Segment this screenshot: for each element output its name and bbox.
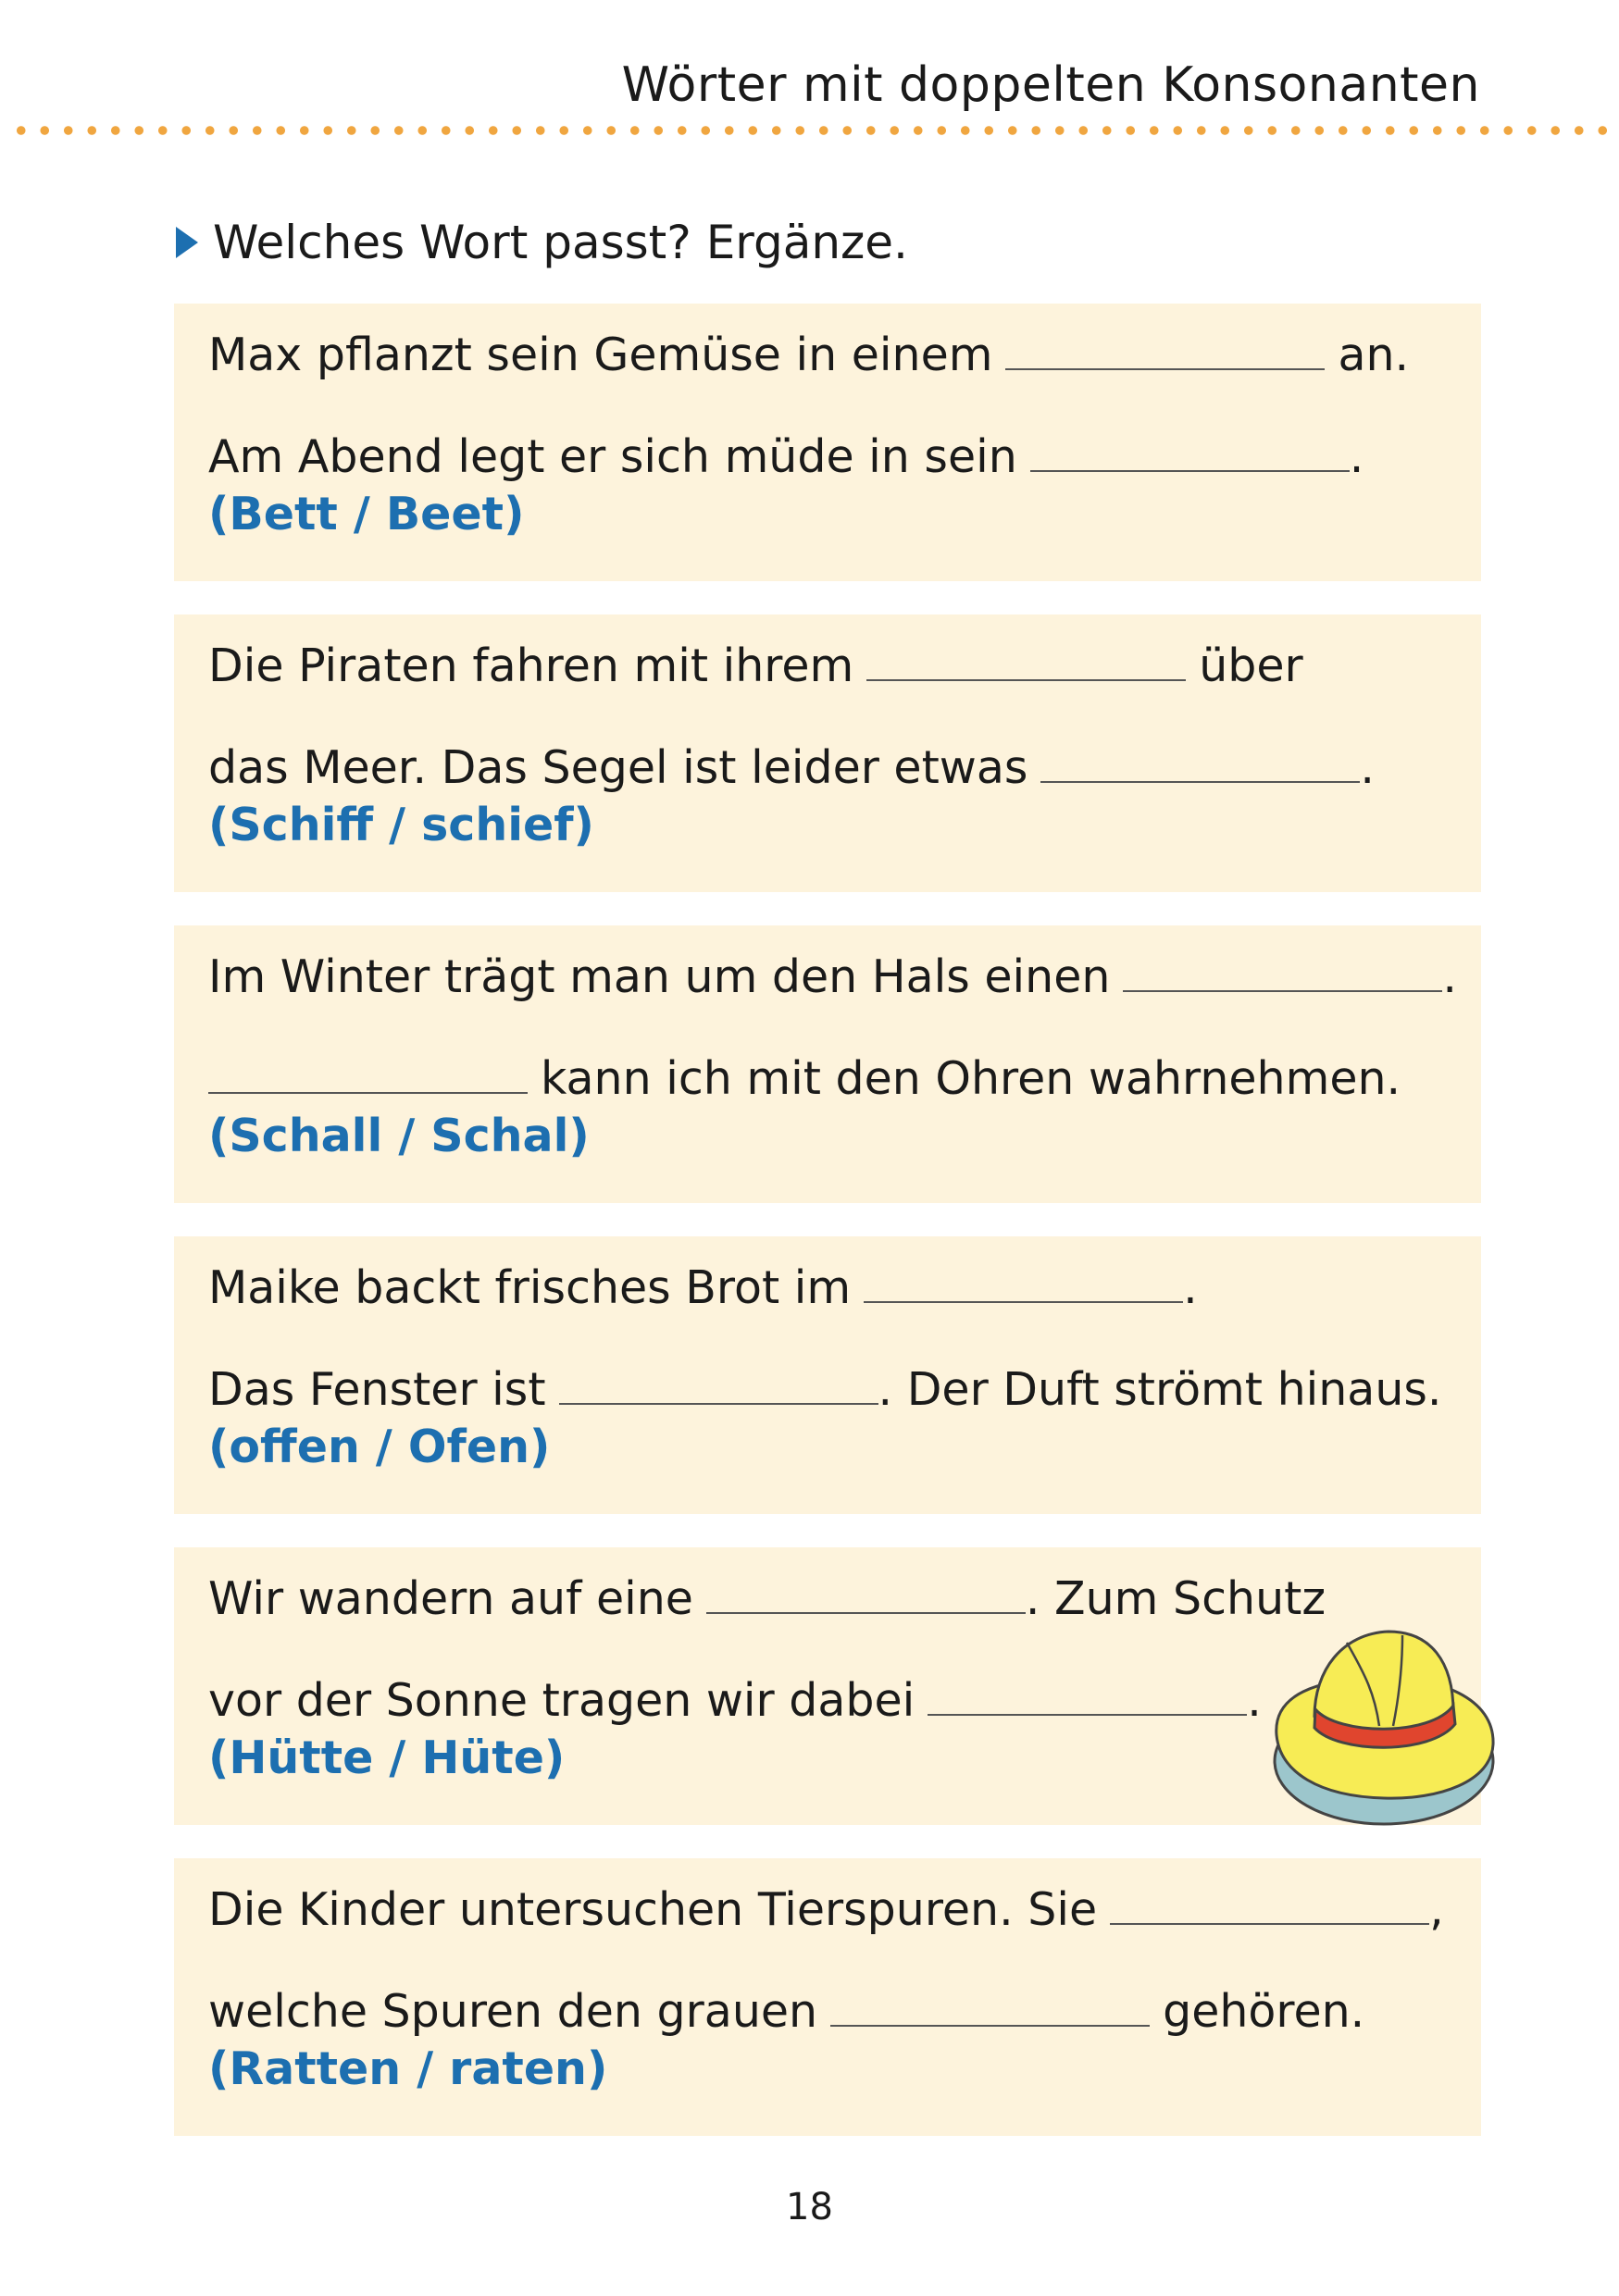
sentence-text: Maike backt frisches Brot im	[208, 1261, 852, 1314]
sentence-text: vor der Sonne tragen wir dabei	[208, 1674, 915, 1727]
exercise-box-6	[174, 1858, 1481, 2136]
sentence-text: Im Winter trägt man um den Hals einen	[208, 950, 1111, 1003]
exercise-line	[208, 740, 1375, 796]
word-choices: (Ratten / raten)	[208, 2042, 608, 2095]
word-choices: (offen / Ofen)	[208, 1421, 551, 1473]
sentence-text: .	[1442, 950, 1457, 1003]
sentence-text: kann ich mit den Ohren wahrnehmen.	[541, 1052, 1401, 1105]
sentence-text: Max pflanzt sein Gemüse in einem	[208, 329, 993, 381]
exercise-line	[208, 1260, 1198, 1316]
sentence-text: Wir wandern auf eine	[208, 1572, 693, 1625]
sentence-text: . Zum Schutz	[1025, 1572, 1326, 1625]
answer-blank[interactable]	[1030, 433, 1350, 472]
exercise-box-1	[174, 304, 1481, 581]
answer-blank[interactable]	[559, 1366, 878, 1405]
sentence-text: Die Piraten fahren mit ihrem	[208, 639, 854, 692]
exercise-box-3	[174, 925, 1481, 1203]
instruction-text: Welches Wort passt? Ergänze.	[213, 216, 908, 269]
exercise-line	[208, 1673, 1262, 1729]
answer-blank[interactable]	[208, 1055, 528, 1094]
exercise-line	[208, 328, 1409, 383]
exercise-line	[208, 1362, 1441, 1418]
answer-blank[interactable]	[1040, 744, 1360, 783]
sentence-text: .	[1360, 741, 1375, 794]
sentence-text: ,	[1429, 1883, 1444, 1936]
word-choices: (Bett / Beet)	[208, 488, 525, 540]
answer-blank[interactable]	[866, 642, 1186, 681]
exercise-line	[208, 1984, 1364, 2040]
page-header-title: Wörter mit doppelten Konsonanten	[621, 57, 1480, 113]
answer-blank[interactable]	[1110, 1886, 1429, 1925]
exercise-line	[208, 429, 1364, 485]
word-choices: (Schiff / schief)	[208, 799, 594, 851]
sentence-text: .	[1247, 1674, 1262, 1727]
sentence-text: an.	[1338, 329, 1410, 381]
dotted-divider	[9, 126, 1610, 135]
sentence-text: Am Abend legt er sich müde in sein	[208, 430, 1017, 483]
exercise-box-2	[174, 614, 1481, 892]
exercise-box-4	[174, 1236, 1481, 1514]
sentence-text: .	[1183, 1261, 1198, 1314]
exercise-line	[208, 1051, 1401, 1107]
instruction	[176, 215, 908, 270]
word-choices: (Schall / Schal)	[208, 1110, 590, 1162]
exercise-line	[208, 1882, 1444, 1938]
answer-blank[interactable]	[706, 1575, 1026, 1614]
sentence-text: . Der Duft strömt hinaus.	[878, 1363, 1442, 1416]
answer-blank[interactable]	[830, 1988, 1150, 2027]
sentence-text: über	[1199, 639, 1303, 692]
play-triangle-icon	[176, 227, 198, 258]
sentence-text: gehören.	[1163, 1985, 1365, 2038]
sentence-text: .	[1349, 430, 1364, 483]
answer-blank[interactable]	[1123, 953, 1442, 992]
answer-blank[interactable]	[1005, 331, 1325, 370]
sentence-text: Die Kinder untersuchen Tierspuren. Sie	[208, 1883, 1098, 1936]
answer-blank[interactable]	[864, 1264, 1183, 1303]
sentence-text: Das Fenster ist	[208, 1363, 546, 1416]
exercise-line	[208, 1571, 1326, 1627]
exercise-line	[208, 949, 1457, 1005]
exercise-line	[208, 639, 1303, 694]
page-number: 18	[786, 2186, 833, 2228]
sentence-text: welche Spuren den grauen	[208, 1985, 818, 2038]
sentence-text: das Meer. Das Segel ist leider etwas	[208, 741, 1028, 794]
sun-hat-illustration	[1264, 1606, 1504, 1846]
word-choices: (Hütte / Hüte)	[208, 1731, 566, 1784]
answer-blank[interactable]	[928, 1677, 1247, 1716]
